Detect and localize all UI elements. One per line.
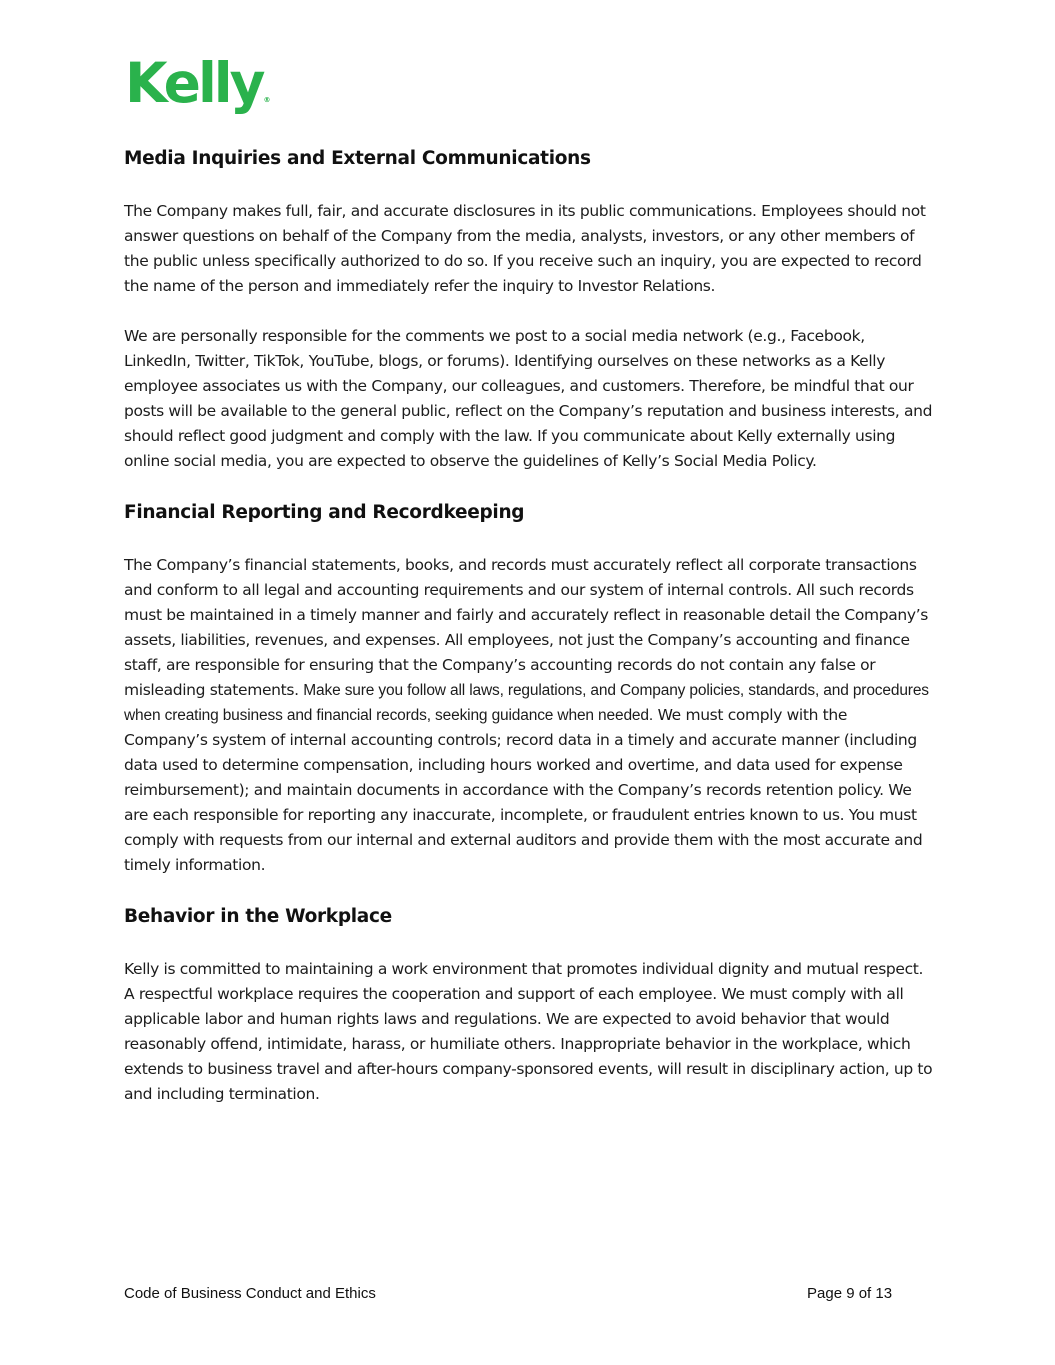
kelly-logo [125, 51, 271, 115]
paragraph-behavior: Kelly is committed to maintaining a work environment that promotes individual dignity and mutual respect. A respectful workplace requires the cooperation and support of each employee. We must comply with all applicable labor and human rights laws and regulations. We are expected to avoid behavior that would reasonably offend, intimidate, harass, or humiliate others. Inappropriate behavior in the workplace, which extends to business travel and after-hours company-sponsored events, will result in disciplinary action, up to and including termination. [124, 960, 933, 1103]
section-heading-financial: Financial Reporting and Recordkeeping [124, 502, 525, 523]
paragraph-financial-part2: Make sure you follow all laws, regulations, and Company policies, standards, and procedures when creating business and financial records, seeking guidance when needed. [124, 682, 929, 724]
registered-mark: ® [263, 96, 271, 104]
footer-title: Code of Business Conduct and Ethics [124, 1285, 376, 1302]
section-heading-behavior: Behavior in the Workplace [124, 906, 392, 927]
section-heading-media: Media Inquiries and External Communications [124, 148, 591, 169]
paragraph-financial [124, 553, 934, 878]
document-body [124, 146, 934, 1107]
footer-page-number: Page 9 of 13 [807, 1285, 893, 1302]
paragraph-financial-part3: We must comply with the Company’s system of internal accounting controls; record data in a timely and accurate manner (including data used to determine compensation, including hours worked and overtime, and data used for expense reimbursement); and maintain documents in accordance with the Company’s records retention policy. We are each responsible for reporting any inaccurate, incomplete, or fraudulent entries known to us. You must comply with requests from our internal and external auditors and provide them with the most accurate and timely information. [124, 706, 923, 874]
logo-text: Kelly [125, 51, 263, 115]
paragraph-media-1: The Company makes full, fair, and accurate disclosures in its public communications. Employees should not answer questions on behalf of the Company from the media, analysts, investors, or any other members of the public unless specifically authorized to do so. If you receive such an inquiry, you are expected to record the name of the person and immediately refer the inquiry to Investor Relations. [124, 202, 926, 295]
paragraph-media-2: We are personally responsible for the comments we post to a social media network (e.g., Facebook, LinkedIn, Twitter, TikTok, YouTube, blogs, or forums). Identifying ourselves on these networks as a Kelly employee associates us with the Company, our colleagues, and customers. Therefore, be mindful that our posts will be available to the general public, reflect on the Company’s reputation and business interests, and should reflect good judgment and comply with the law. If you communicate about Kelly externally using online social media, you are expected to observe the guidelines of Kelly’s Social Media Policy. [124, 327, 933, 470]
paragraph-financial-part1: The Company’s financial statements, books, and records must accurately reflect all corporate transactions and conform to all legal and accounting requirements and our system of internal controls. All such records must be maintained in a timely manner and fairly and accurately reflect in reasonable detail the Company’s assets, liabilities, revenues, and expenses. All employees, not just the Company’s accounting and finance staff, are responsible for ensuring that the Company’s accounting records do not contain any false or misleading statements. [124, 556, 929, 699]
